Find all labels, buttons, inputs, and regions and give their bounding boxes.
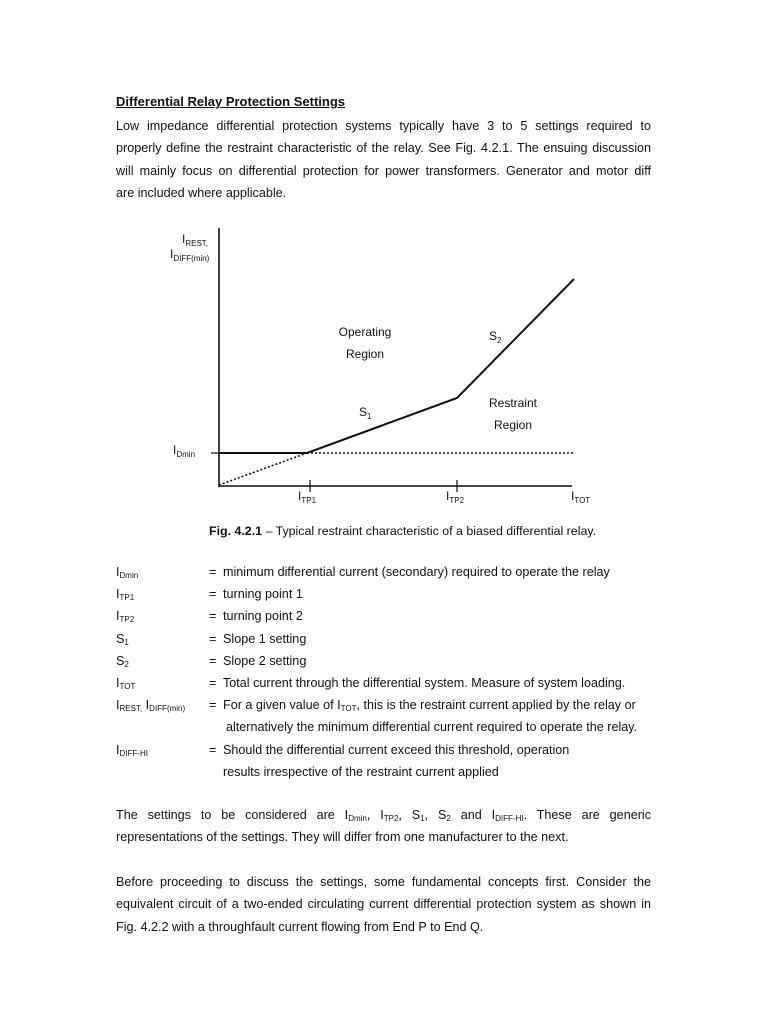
y-axis-label-diff: $I_{DIFF(min)}$ [170,247,210,263]
definition-equals: = [209,742,217,757]
definition-text: alternatively the minimum differential current required to operate the relay. [226,720,638,735]
closing-line: Before proceeding to discuss the settings, some fundamental concepts first. Consider the [116,875,651,889]
intro-line: are included where applicable. [116,185,287,200]
closing-line: Fig. 4.2.2 with a throughfault current flowing from End P to End Q. [116,919,484,934]
definition-row-continuation [116,761,656,783]
definition-text: turning point 2 [223,609,303,624]
restraint-region-label: Restraint [488,396,538,410]
definition-text: results irrespective of the restraint current applied [223,764,499,779]
definition-row [116,672,656,694]
definition-text: For a given value of $I_{TOT}$, this is the restraint current applied by the relay or [223,698,636,714]
figure-caption [209,524,596,538]
slope-2-label: $S_2$ [489,329,502,345]
definition-equals: = [209,653,217,668]
definition-equals: = [209,565,217,579]
definition-symbol: $I_{REST,}$ $I_{DIFF(min)}$ [116,698,186,714]
definition-text: turning point 1 [223,587,303,602]
definition-row [116,628,656,650]
idmin-label: $I_{Dmin}$ [173,443,196,459]
settings-line: The settings to be considered are $I_{Dmin}$, $I_{TP2}$, $S_1$, $S_2$ and $I_{DIFF-HI}$. These are generic [116,808,651,823]
definition-text: minimum differential current (secondary) required to operate the relay [223,565,610,579]
closing-line: equivalent circuit of a two-ended circulating current differential protection system as shown in [116,897,651,912]
page-title: Differential Relay Protection Settings [116,94,345,109]
restraint-region-label: Region [493,418,533,432]
definition-row-continuation [116,716,656,738]
definition-symbol: $I_{TP1}$ [116,587,135,603]
definition-symbol: $I_{TOT}$ [116,675,136,691]
y-axis-label-rest: $I_{REST,}$ [182,232,209,248]
caption-figure-number: Fig. 4.2.1 [209,524,263,538]
definition-text: Slope 1 setting [223,631,307,646]
settings-line: representations of the settings. They will differ from one manufacturer to the next. [116,830,569,845]
definitions-list [116,561,656,783]
definition-row [116,739,656,761]
x-tick-label-tot: $I_{TOT}$ [571,489,591,505]
definition-text: Slope 2 setting [223,653,307,668]
definition-symbol: $S_2$ [116,653,129,669]
definition-equals: = [209,631,217,646]
operating-region-label: Operating [338,325,392,339]
definition-equals: = [209,609,217,624]
definition-equals: = [209,698,217,713]
definition-row [116,583,656,605]
definition-symbol: $I_{DIFF-HI}$ [116,742,148,758]
operating-region-label: Region [345,347,385,361]
definition-row [116,561,656,583]
definition-symbol: $S_1$ [116,631,129,647]
closing-paragraph [116,871,651,938]
definition-row [116,605,656,627]
intro-line: Low impedance differential protection systems typically have 3 to 5 settings required to [116,119,651,133]
definition-row [116,694,656,716]
definition-equals: = [209,587,217,602]
definition-equals: = [209,675,217,690]
settings-paragraph [116,804,651,849]
intro-line: properly define the restraint characteristic of the relay. See Fig. 4.2.1. The ensuing discussion [116,141,651,156]
slope-1-label: $S_1$ [359,405,372,421]
x-tick-label-tp2: $I_{TP2}$ [446,489,465,505]
definition-text: Total current through the differential system. Measure of system loading. [223,675,626,690]
slope-extension-dotted-line [219,453,307,485]
x-tick-label-tp1: $I_{TP1}$ [298,489,317,505]
definition-text: Should the differential current exceed this threshold, operation [223,742,570,757]
intro-line: will mainly focus on differential protection for power transformers. Generator and motor diff [116,163,651,178]
caption-text: – Typical restraint characteristic of a biased differential relay. [262,524,597,538]
definition-symbol: $I_{TP2}$ [116,609,135,625]
definition-symbol: $I_{Dmin}$ [116,565,139,580]
definition-row [116,650,656,672]
